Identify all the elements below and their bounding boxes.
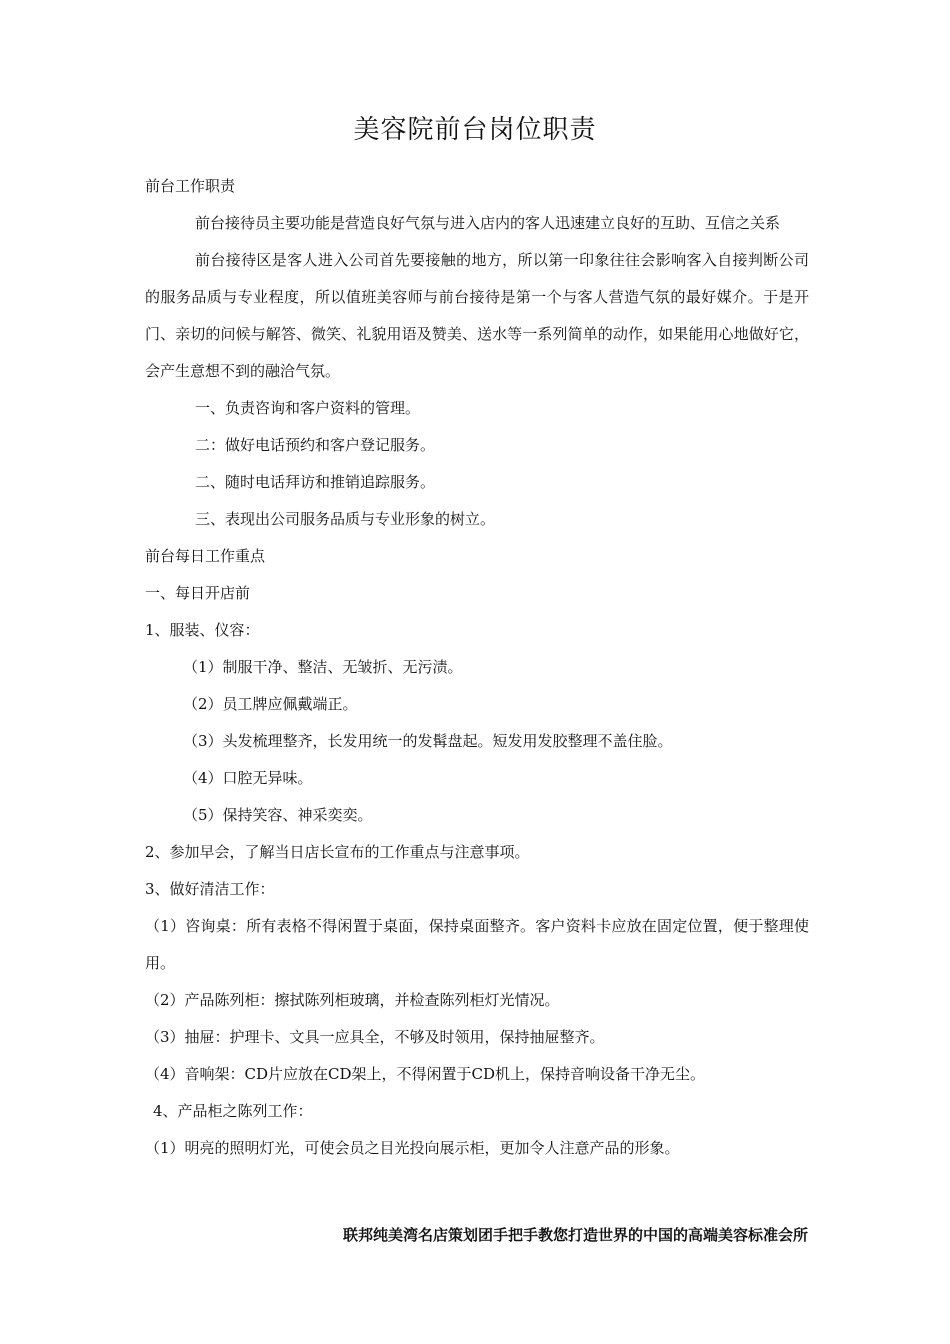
section-heading-daily: 前台每日工作重点	[145, 547, 266, 565]
cleaning-item: （4）音响架：CD片应放在CD架上，不得闲置于CD机上，保持音响设备干净无尘。	[145, 1065, 706, 1083]
display-heading: 4、产品柜之陈列工作：	[153, 1102, 313, 1120]
attire-item: （1）制服干净、整洁、无皱折、无污渍。	[183, 658, 463, 676]
cleaning-heading: 3、做好清洁工作：	[145, 880, 275, 898]
attire-item: （5）保持笑容、神采奕奕。	[183, 806, 373, 824]
attire-item: （4）口腔无异味。	[183, 769, 313, 787]
intro-paragraph-1: 前台接待员主要功能是营造良好气氛与进入店内的客人迅速建立良好的互助、互信之关系	[195, 214, 781, 232]
section-heading-duties: 前台工作职责	[145, 177, 236, 195]
attire-item: （3）头发梳理整齐，长发用统一的发髯盘起。短发用发胶整理不盖住脸。	[183, 732, 673, 750]
duty-item: 二、随时电话拜访和推销追踪服务。	[195, 473, 436, 491]
morning-meeting-item: 2、参加早会，了解当日店长宣布的工作重点与注意事项。	[145, 843, 530, 861]
attire-heading: 1、服装、仪容：	[145, 621, 260, 639]
intro-paragraph-2: 前台接待区是客人进入公司首先要接触的地方，所以第一印象往往会影响客入自接判断公司的服务品质与专业程度，所以值班美容师与前台接待是第一个与客人营造气氛的最好媒介。于是开门、亲切的问候与解答、微笑、礼貌用语及赞美、送水等一系列简单的动作，如果能用心地做好它，会产生意想不到的融洽气氛。	[145, 251, 809, 380]
attire-item: （2）员工牌应佩戴端正。	[183, 695, 358, 713]
document-title: 美容院前台岗位职责	[353, 115, 597, 145]
subsection-before-open: 一、每日开店前	[145, 584, 251, 602]
duty-item: 二：做好电话预约和客户登记服务。	[195, 436, 436, 454]
cleaning-item: （3）抽屉：护理卡、文具一应具全，不够及时领用，保持抽屉整齐。	[145, 1028, 605, 1046]
duty-item: 一、负责咨询和客户资料的管理。	[195, 399, 421, 417]
cleaning-item: （2）产品陈列柜：擦拭陈列柜玻璃，并检查陈列柜灯光情况。	[145, 991, 560, 1009]
duty-item: 三、表现出公司服务品质与专业形象的树立。	[195, 510, 496, 528]
footer-tagline: 联邦纯美湾名店策划团手把手教您打造世界的中国的高端美容标准会所	[342, 1226, 808, 1244]
display-item: （1）明亮的照明灯光，可使会员之目光投向展示柜，更加令人注意产品的形象。	[145, 1139, 680, 1157]
document-body	[145, 168, 809, 1167]
cleaning-item: （1）咨询桌：所有表格不得闲置于桌面，保持桌面整齐。客户资料卡应放在固定位置，便于整理使用。	[145, 917, 809, 972]
